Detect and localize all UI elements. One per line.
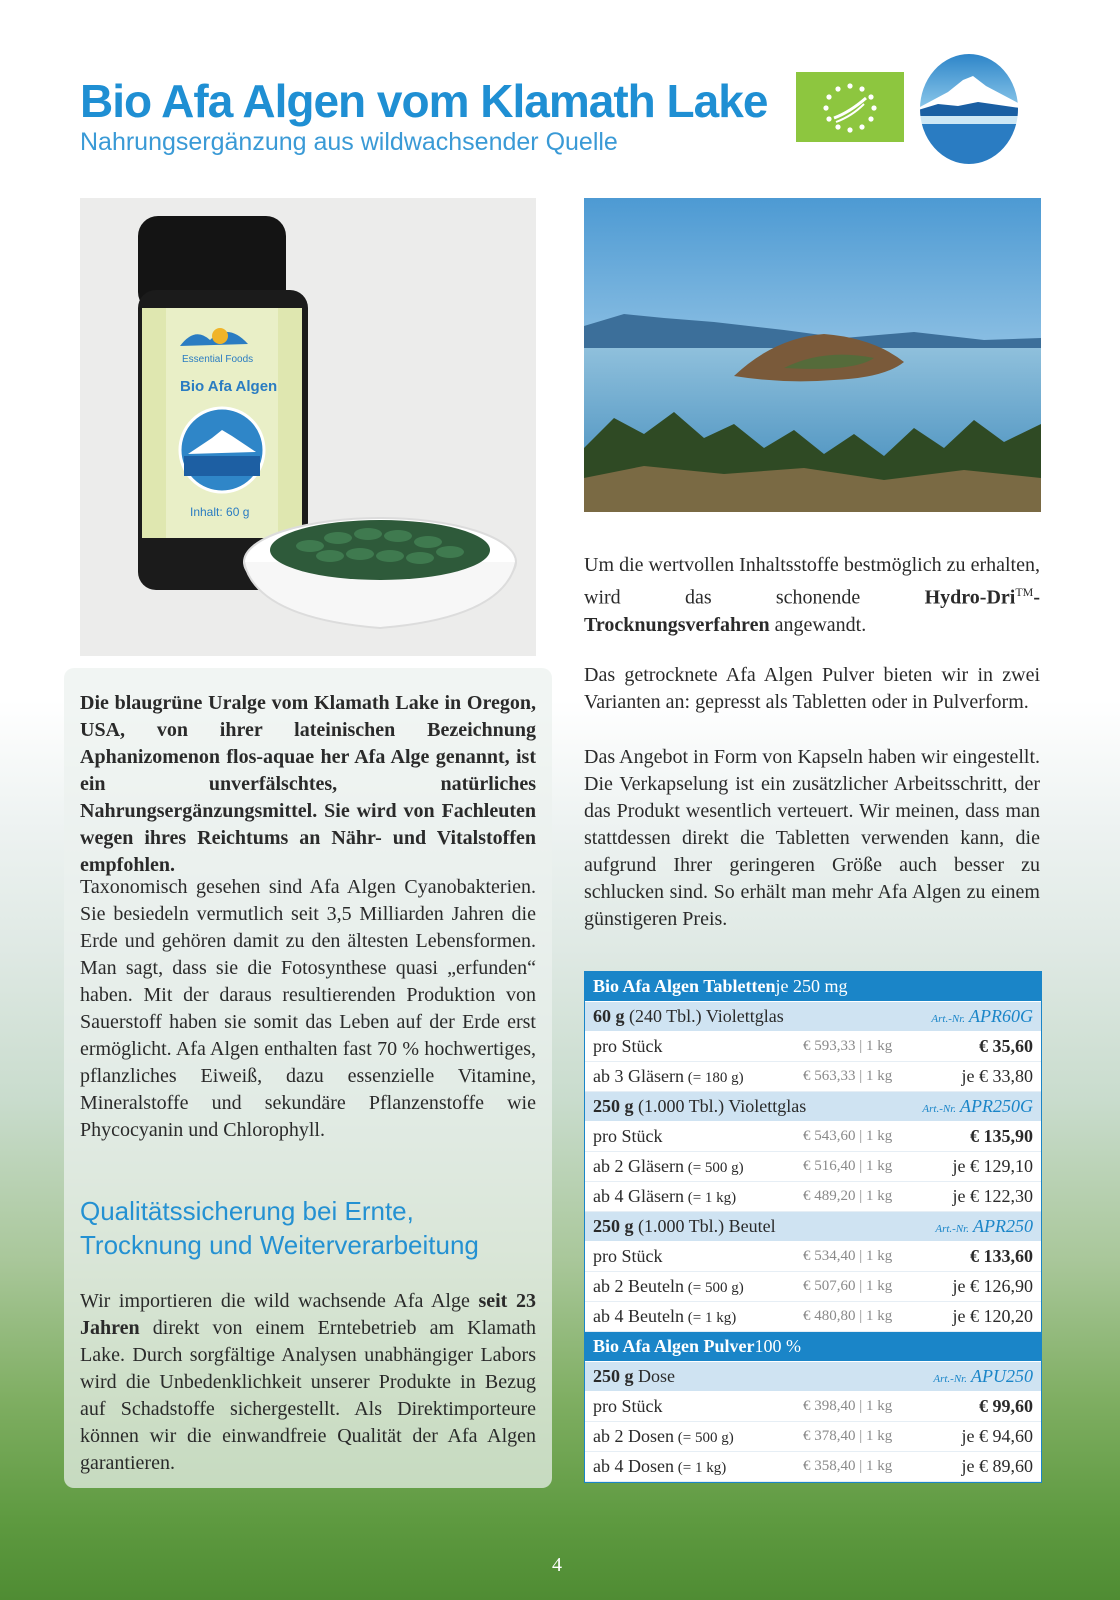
article-number-value: APR250G xyxy=(960,1096,1033,1116)
price-value: € 133,60 xyxy=(970,1246,1033,1266)
eu-organic-logo xyxy=(796,72,904,142)
unit-price: € 378,40 | 1 kg xyxy=(803,1428,893,1444)
product-name: Bio Afa Algen xyxy=(180,378,278,395)
price-row xyxy=(585,1242,1041,1272)
drying-paragraph xyxy=(584,552,1040,639)
unit-price: € 593,33 | 1 kg xyxy=(803,1038,893,1054)
price-label-text: pro Stück xyxy=(593,1246,663,1266)
page-subtitle: Nahrungsergänzung aus wildwachsender Quelle xyxy=(80,128,618,156)
variants-paragraph: Das getrocknete Afa Algen Pulver bieten wir in zwei Varianten an: gepresst als Tabletten oder in Pulverform. xyxy=(584,664,1040,713)
unit-price: € 358,40 | 1 kg xyxy=(803,1458,893,1474)
price-label xyxy=(593,1396,803,1417)
category-spec: 100 % xyxy=(754,1336,801,1356)
price-label xyxy=(593,1186,803,1207)
article-number-value: APR60G xyxy=(969,1006,1033,1026)
price-value: je € 122,30 xyxy=(952,1186,1033,1206)
price-label-text: ab 4 Gläsern xyxy=(593,1186,684,1206)
variant-quantity: 250 g xyxy=(593,1366,634,1386)
variant-description xyxy=(593,1006,784,1027)
variant-quantity: 250 g xyxy=(593,1216,634,1236)
article-number xyxy=(922,1096,1033,1117)
price-label xyxy=(593,1306,803,1327)
variant-description xyxy=(593,1366,675,1387)
article-number-value: APU250 xyxy=(971,1366,1033,1386)
category-name: Bio Afa Algen Pulver xyxy=(593,1336,755,1356)
product-variant-row xyxy=(585,1362,1041,1392)
price-label-note: (= 500 g) xyxy=(683,1280,744,1296)
price-row xyxy=(585,1122,1041,1152)
price-label-text: pro Stück xyxy=(593,1396,663,1416)
category-name: Bio Afa Algen Tabletten xyxy=(593,976,776,996)
unit-price: € 489,20 | 1 kg xyxy=(803,1188,893,1204)
drying-text-bold2: -Trocknungsverfahren xyxy=(584,586,1040,636)
category-header-tabletten xyxy=(585,972,1041,1002)
quality-heading: Qualitätssicherung bei Ernte, Trocknung und Weiterverarbeitung xyxy=(80,1196,479,1260)
unit-price: € 563,33 | 1 kg xyxy=(803,1068,893,1084)
article-number xyxy=(935,1216,1033,1237)
import-paragraph xyxy=(80,1288,536,1477)
price-label xyxy=(593,1126,803,1147)
product-content: Inhalt: 60 g xyxy=(190,505,250,519)
product-variant-row xyxy=(585,1212,1041,1242)
price-value: je € 120,20 xyxy=(952,1306,1033,1326)
article-number-value: APR250 xyxy=(973,1216,1033,1236)
price-row xyxy=(585,1062,1041,1092)
price-label xyxy=(593,1426,803,1447)
price-value: je € 89,60 xyxy=(961,1456,1033,1476)
price-label-text: ab 3 Gläsern xyxy=(593,1066,684,1086)
import-text-post: direkt von einem Erntebetrieb am Klamath Lake. Durch sorgfältige Analysen unabhängiger Labors wird die Unbedenklichkeit unserer Produkte in Bezug auf Schadstoffe sichergestellt. Als Direktimporteure können wir die einwandfreie Qualität der Afa Algen garantieren. xyxy=(80,1317,536,1474)
price-label xyxy=(593,1246,803,1267)
price-label-note: (= 1 kg) xyxy=(673,1460,727,1476)
unit-price: € 480,80 | 1 kg xyxy=(803,1308,893,1324)
price-label-note: (= 1 kg) xyxy=(683,1190,737,1206)
intro-paragraph: Die blaugrüne Uralge vom Klamath Lake in Oregon, USA, von ihrer lateinischen Bezeichnung Aphanizomenon flos-aquae her Afa Alge genannt, ist ein unverfälschtes, natürliches Nahrungsergänzungsmittel. Sie wird von Fachleuten wegen ihres Reichtums an Nähr- und Vitalstoffen empfohlen. xyxy=(80,692,536,876)
variant-quantity: 60 g xyxy=(593,1006,625,1026)
variant-desc: Dose xyxy=(633,1366,675,1386)
price-value: € 35,60 xyxy=(979,1036,1033,1056)
price-value: € 135,90 xyxy=(970,1126,1033,1146)
price-value: je € 94,60 xyxy=(961,1426,1033,1446)
variant-desc: (1.000 Tbl.) Violettglas xyxy=(633,1096,807,1116)
price-label-note: (= 500 g) xyxy=(673,1430,734,1446)
klamath-lake-logo xyxy=(918,52,1020,166)
price-label-text: ab 4 Beuteln xyxy=(593,1306,684,1326)
variant-description xyxy=(593,1096,806,1117)
price-table xyxy=(584,971,1042,1483)
unit-price: € 534,40 | 1 kg xyxy=(803,1248,893,1264)
price-value: je € 33,80 xyxy=(961,1066,1033,1086)
article-number xyxy=(931,1006,1033,1027)
product-variant-row xyxy=(585,1092,1041,1122)
price-label-text: ab 4 Dosen xyxy=(593,1456,674,1476)
price-value: je € 129,10 xyxy=(952,1156,1033,1176)
variant-description xyxy=(593,1216,776,1237)
drying-text-bold: Hydro-Dri xyxy=(924,586,1016,609)
product-photo xyxy=(80,198,536,656)
price-label xyxy=(593,1456,803,1477)
price-row xyxy=(585,1452,1041,1482)
article-number-label: Art.-Nr. xyxy=(922,1103,957,1115)
import-text-bold: seit 23 Jahren xyxy=(80,1290,536,1339)
price-label-text: ab 2 Dosen xyxy=(593,1426,674,1446)
price-row xyxy=(585,1272,1041,1302)
price-row xyxy=(585,1032,1041,1062)
variant-quantity: 250 g xyxy=(593,1096,634,1116)
unit-price: € 543,60 | 1 kg xyxy=(803,1128,893,1144)
price-label xyxy=(593,1066,803,1087)
trademark-sup: TM xyxy=(1015,585,1034,599)
price-label-text: ab 2 Beuteln xyxy=(593,1276,684,1296)
price-label xyxy=(593,1036,803,1057)
price-label-text: ab 2 Gläsern xyxy=(593,1156,684,1176)
category-header-pulver xyxy=(585,1332,1041,1362)
product-brand: Essential Foods xyxy=(182,354,254,365)
article-number-label: Art.-Nr. xyxy=(935,1223,969,1235)
unit-price: € 507,60 | 1 kg xyxy=(803,1278,893,1294)
klamath-lake-photo xyxy=(584,198,1041,512)
article-number-label: Art.-Nr. xyxy=(933,1373,967,1385)
variant-desc: (1.000 Tbl.) Beutel xyxy=(633,1216,776,1236)
price-label xyxy=(593,1156,803,1177)
page-number: 4 xyxy=(552,1554,562,1576)
price-label-note: (= 180 g) xyxy=(683,1070,744,1086)
price-value: je € 126,90 xyxy=(952,1276,1033,1296)
price-row xyxy=(585,1182,1041,1212)
category-spec: je 250 mg xyxy=(775,976,848,996)
article-number-label: Art.-Nr. xyxy=(931,1013,966,1025)
price-label-text: pro Stück xyxy=(593,1126,663,1146)
import-text-pre: Wir importieren die wild wachsende Afa Alge xyxy=(80,1290,479,1312)
page-title: Bio Afa Algen vom Klamath Lake xyxy=(80,75,768,127)
product-variant-row xyxy=(585,1002,1041,1032)
price-row xyxy=(585,1392,1041,1422)
drying-text-post: angewandt. xyxy=(769,613,867,636)
price-label-text: pro Stück xyxy=(593,1036,663,1056)
price-row xyxy=(585,1152,1041,1182)
drying-text-pre: Um die wertvollen Inhaltsstoffe bestmöglich zu erhalten, wird das schonende xyxy=(584,554,1040,609)
capsules-paragraph: Das Angebot in Form von Kapseln haben wir eingestellt. Die Verkapselung ist ein zusätzlicher Arbeitsschritt, der das Produkt wesentlich verteuert. Wir meinen, dass man stattdessen direkt die Tabletten verwenden kann, die aufgrund Ihrer geringeren Größe auch besser zu schlucken sind. So erhält man mehr Afa Algen zu einem günstigeren Preis. xyxy=(584,746,1040,930)
price-label-note: (= 1 kg) xyxy=(683,1310,737,1326)
unit-price: € 398,40 | 1 kg xyxy=(803,1398,893,1414)
price-label-note: (= 500 g) xyxy=(683,1160,744,1176)
article-number xyxy=(933,1366,1033,1387)
price-value: € 99,60 xyxy=(979,1396,1033,1416)
price-row xyxy=(585,1422,1041,1452)
price-row xyxy=(585,1302,1041,1332)
taxonomy-paragraph: Taxonomisch gesehen sind Afa Algen Cyanobakterien. Sie besiedeln vermutlich seit 3,5 Milliarden Jahren die Erde und gehören damit zu den ältesten Lebensformen. Man sagt, dass sie die Fotosynthese quasi „erfunden“ haben. Mit der daraus resultierenden Produktion von Sauerstoff haben sie somit das Leben auf der Erde erst ermöglicht. Afa Algen enthalten fast 70 % hochwertiges, pflanzliches Eiweiß, dazu essenzielle Vitamine, Mineralstoffe und sekundäre Pflanzenstoffe wie Phycocyanin und Chlorophyll. xyxy=(80,876,536,1141)
price-label xyxy=(593,1276,803,1297)
variant-desc: (240 Tbl.) Violettglas xyxy=(624,1006,784,1026)
unit-price: € 516,40 | 1 kg xyxy=(803,1158,893,1174)
